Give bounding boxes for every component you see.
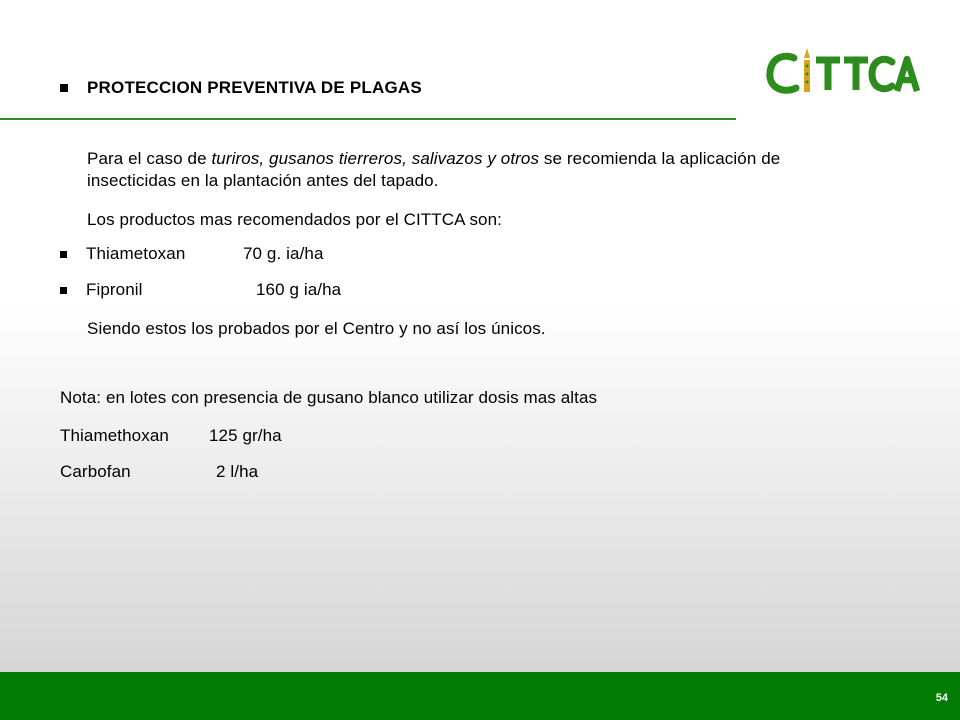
- product-name: Thiametoxan: [86, 244, 186, 263]
- note-item-dose: 2 l/ha: [216, 462, 259, 481]
- intro-paragraph: [87, 148, 847, 192]
- note-item-name: Thiamethoxan: [60, 426, 169, 445]
- cittca-logo: [764, 44, 920, 104]
- note-item-dose: 125 gr/ha: [209, 426, 282, 445]
- product-dose: 70 g. ia/ha: [243, 244, 324, 263]
- intro-suffix: se recomienda la aplicación de insecticidas en la plantación antes del tapado.: [87, 149, 781, 190]
- title-divider: [0, 118, 736, 120]
- note-item-name: Carbofan: [60, 462, 131, 481]
- note-line: Nota: en lotes con presencia de gusano blanco utilizar dosis mas altas: [60, 388, 598, 407]
- intro-pests: turiros, gusanos tierreros, salivazos y otros: [211, 149, 540, 168]
- product-item-1: [60, 243, 324, 265]
- slide-title: PROTECCION PREVENTIVA DE PLAGAS: [87, 78, 422, 97]
- slide-title-row: [60, 76, 422, 100]
- closing-line: Siendo estos los probados por el Centro y no así los únicos.: [87, 319, 546, 338]
- page-number: 54: [935, 692, 948, 704]
- note-item-1: [60, 425, 282, 447]
- product-item-2: [60, 279, 341, 301]
- square-bullet-icon: [60, 84, 68, 92]
- product-dose: 160 g ia/ha: [256, 280, 342, 299]
- recommend-line: Los productos mas recomendados por el CITTCA son:: [87, 210, 502, 229]
- footer-bar: [0, 672, 960, 720]
- square-bullet-icon: [60, 287, 67, 294]
- note-item-2: [60, 461, 258, 483]
- square-bullet-icon: [60, 251, 67, 258]
- product-name: Fipronil: [86, 280, 143, 299]
- intro-prefix: Para el caso de: [87, 149, 212, 168]
